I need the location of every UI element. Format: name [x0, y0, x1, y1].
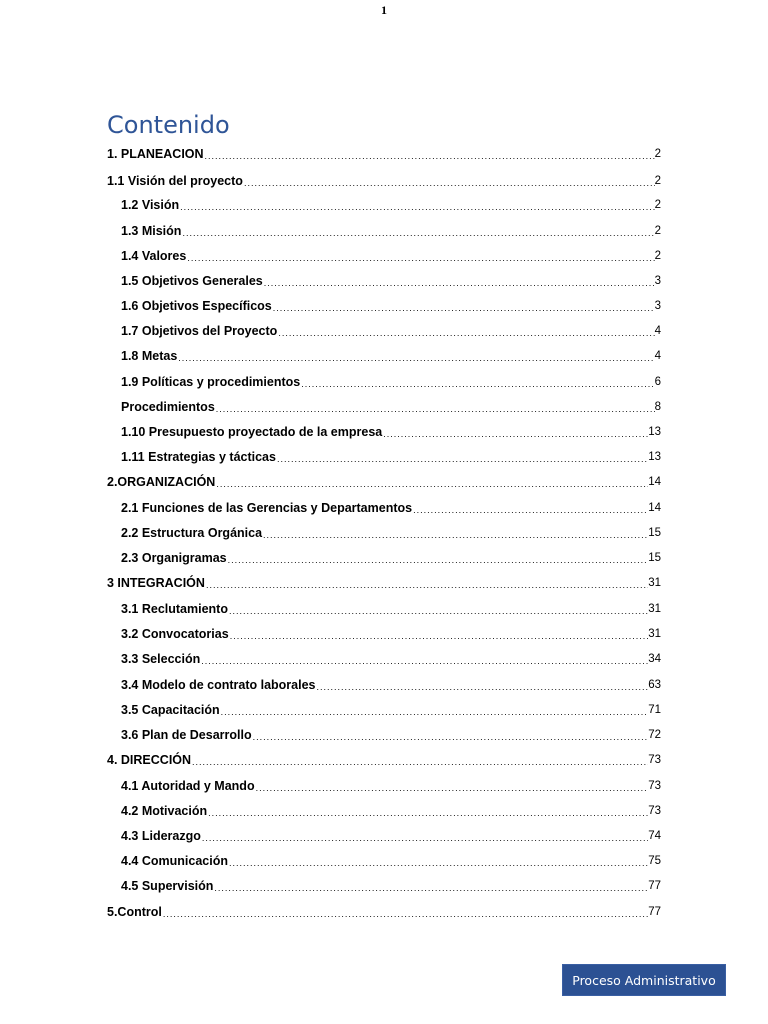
toc-entry-page: 14: [648, 476, 661, 488]
toc-leader-dots: [179, 201, 654, 213]
toc-entry-label: 1.8 Metas: [121, 349, 178, 363]
toc-entry-page: 14: [648, 502, 661, 514]
toc-entry-page: 73: [648, 780, 661, 792]
toc-entry-page: 13: [648, 451, 661, 463]
toc-entry-label: Procedimientos: [121, 400, 215, 414]
toc-entry-label: 3.1 Reclutamiento: [121, 602, 228, 616]
toc-entry-page: 2: [654, 225, 661, 237]
toc-leader-dots: [272, 302, 655, 314]
toc-entry[interactable]: [121, 321, 661, 339]
toc-entry[interactable]: [121, 447, 661, 465]
toc-entry-page: 77: [648, 906, 661, 918]
toc-entry-label: 5.Control: [107, 905, 162, 919]
toc-entry-page: 34: [648, 653, 661, 665]
toc-entry-label: 4.1 Autoridad y Mando: [121, 779, 255, 793]
toc-entry-page: 2: [654, 250, 661, 262]
footer-badge: Proceso Administrativo: [562, 964, 726, 996]
toc-entry[interactable]: [121, 851, 661, 869]
toc-entry-label: 4.5 Supervisión: [121, 879, 214, 893]
toc-entry-label: 4.4 Comunicación: [121, 854, 228, 868]
toc-entry-label: 3.4 Modelo de contrato laborales: [121, 678, 316, 692]
toc-entry-page: 6: [654, 376, 661, 388]
toc-entry-page: 71: [648, 704, 661, 716]
toc-entry-label: 4. DIRECCIÓN: [107, 753, 192, 767]
toc-leader-dots: [205, 579, 648, 591]
toc-leader-dots: [215, 403, 655, 415]
toc-entry-page: 3: [654, 275, 661, 287]
toc-leader-dots: [213, 882, 648, 894]
toc-entry-label: 1.1 Visión del proyecto: [107, 174, 243, 188]
toc-entry[interactable]: [121, 599, 661, 617]
toc-leader-dots: [186, 252, 654, 264]
toc-entry[interactable]: [121, 776, 661, 794]
toc-entry-label: 1.10 Presupuesto proyectado de la empresa: [121, 425, 383, 439]
toc-entry-label: 2.2 Estructura Orgánica: [121, 526, 263, 540]
toc-entry-label: 1.5 Objetivos Generales: [121, 274, 263, 288]
toc-entry-page: 2: [654, 148, 661, 160]
toc-entry[interactable]: [121, 548, 661, 566]
toc-entry-label: 3.6 Plan de Desarrollo: [121, 728, 252, 742]
toc-leader-dots: [382, 428, 648, 440]
toc-entry-page: 2: [654, 175, 661, 187]
toc-entry[interactable]: [121, 700, 661, 718]
toc-entry-page: 73: [648, 754, 661, 766]
toc-entry[interactable]: [121, 624, 661, 642]
toc-entry-page: 8: [654, 401, 661, 413]
toc-entry[interactable]: [121, 271, 661, 289]
toc-leader-dots: [220, 706, 649, 718]
toc-entry[interactable]: [121, 876, 661, 894]
toc-entry-label: 2.1 Funciones de las Gerencias y Departamentos: [121, 501, 413, 515]
toc-entry[interactable]: [121, 523, 661, 541]
toc-entry-label: 3.3 Selección: [121, 652, 201, 666]
toc-leader-dots: [277, 327, 654, 339]
toc-entry[interactable]: [107, 902, 661, 920]
toc-entry-page: 4: [654, 350, 661, 362]
toc-entry-label: 3.5 Capacitación: [121, 703, 220, 717]
toc-leader-dots: [243, 177, 655, 189]
toc-entry-page: 31: [648, 603, 661, 615]
toc-leader-dots: [227, 554, 649, 566]
toc-leader-dots: [177, 352, 654, 364]
toc-entry-label: 3 INTEGRACIÓN: [107, 576, 205, 590]
toc-entry-label: 1.4 Valores: [121, 249, 187, 263]
toc-title: Contenido: [107, 111, 230, 139]
toc-entry-page: 2: [654, 199, 661, 211]
toc-entry[interactable]: [121, 725, 661, 743]
toc-leader-dots: [412, 504, 648, 516]
toc-entry-page: 3: [654, 300, 661, 312]
toc-entry[interactable]: [121, 221, 661, 239]
toc-leader-dots: [201, 832, 648, 844]
toc-leader-dots: [263, 277, 655, 289]
toc-entry[interactable]: [121, 649, 661, 667]
toc-entry-label: 1.6 Objetivos Específicos: [121, 299, 272, 313]
toc-entry-page: 63: [648, 679, 661, 691]
toc-entry[interactable]: [121, 246, 661, 264]
toc-entry-page: 74: [648, 830, 661, 842]
toc-entry[interactable]: [121, 372, 661, 390]
toc-leader-dots: [181, 227, 654, 239]
toc-entry-label: 1.3 Misión: [121, 224, 182, 238]
toc-entry[interactable]: [107, 171, 661, 189]
toc-entry-label: 1.7 Objetivos del Proyecto: [121, 324, 278, 338]
toc-entry[interactable]: [121, 296, 661, 314]
toc-entry[interactable]: [121, 826, 661, 844]
toc-leader-dots: [207, 807, 648, 819]
toc-leader-dots: [200, 655, 648, 667]
toc-leader-dots: [215, 478, 648, 490]
toc-entry-page: 75: [648, 855, 661, 867]
toc-leader-dots: [276, 453, 648, 465]
toc-leader-dots: [262, 529, 648, 541]
toc-entry-page: 31: [648, 577, 661, 589]
toc-leader-dots: [229, 630, 649, 642]
toc-entry[interactable]: [107, 472, 661, 490]
toc-leader-dots: [191, 756, 648, 768]
toc-entry-label: 2.3 Organigramas: [121, 551, 227, 565]
toc-leader-dots: [162, 908, 648, 920]
toc-entry[interactable]: [121, 397, 661, 415]
toc-entry[interactable]: [121, 498, 661, 516]
toc-entry-label: 1.9 Políticas y procedimientos: [121, 375, 301, 389]
toc-entry-label: 2.ORGANIZACIÓN: [107, 475, 216, 489]
toc-leader-dots: [252, 731, 649, 743]
toc-entry[interactable]: [121, 422, 661, 440]
toc-entry-label: 1. PLANEACION: [107, 147, 204, 161]
toc-leader-dots: [204, 150, 655, 162]
toc-entry-label: 3.2 Convocatorias: [121, 627, 229, 641]
toc-leader-dots: [228, 857, 648, 869]
page-number: 1: [381, 3, 387, 17]
toc-leader-dots: [228, 605, 648, 617]
toc-entry[interactable]: [121, 346, 661, 364]
toc-leader-dots: [316, 681, 649, 693]
toc-entry[interactable]: [107, 573, 661, 591]
toc-entry[interactable]: [121, 801, 661, 819]
toc-entry-page: 15: [648, 527, 661, 539]
toc-entry[interactable]: [121, 195, 661, 213]
toc-entry-page: 15: [648, 552, 661, 564]
toc-entry-label: 4.3 Liderazgo: [121, 829, 201, 843]
toc-entry-page: 72: [648, 729, 661, 741]
toc-entry-page: 4: [654, 325, 661, 337]
toc-entry-label: 1.2 Visión: [121, 198, 180, 212]
toc-entry-page: 31: [648, 628, 661, 640]
toc-entry-page: 13: [648, 426, 661, 438]
toc-entry-label: 4.2 Motivación: [121, 804, 208, 818]
toc-entry[interactable]: [121, 675, 661, 693]
toc-entry-page: 73: [648, 805, 661, 817]
toc-entry[interactable]: [107, 144, 661, 162]
toc-entry-page: 77: [648, 880, 661, 892]
toc-entry-label: 1.11 Estrategias y tácticas: [121, 450, 276, 464]
toc-leader-dots: [300, 378, 654, 390]
toc-leader-dots: [255, 782, 649, 794]
toc-entry[interactable]: [107, 750, 661, 768]
